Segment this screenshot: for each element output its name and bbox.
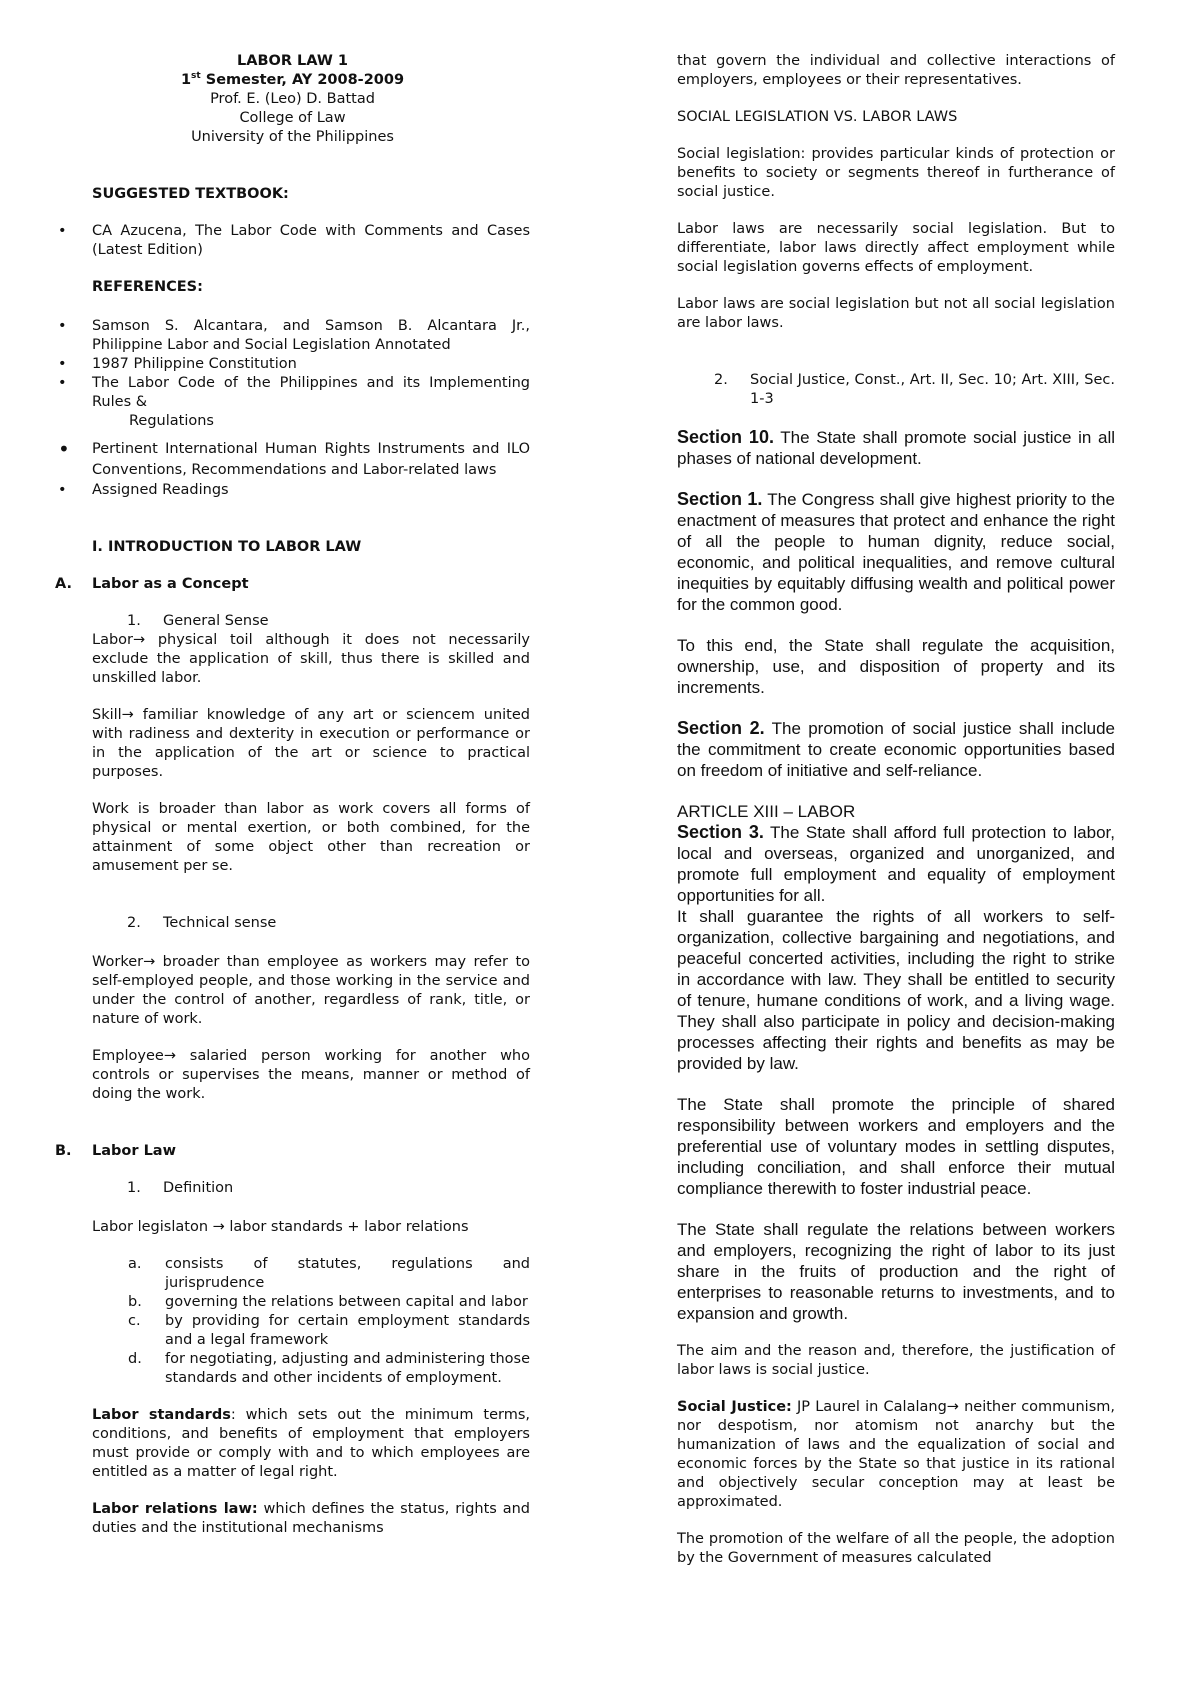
- term-text: : which sets out the minimum terms, conditions, and benefits of employment that employers must provide or comply with and to which employees are entitled as a matter of legal right.: [92, 1407, 530, 1480]
- section-1-paragraph: [677, 489, 1115, 615]
- subsection-title: Labor Law: [92, 1143, 176, 1159]
- legislation-list: [55, 1255, 530, 1388]
- subsection-heading-a: [55, 575, 530, 594]
- list-item: [55, 1350, 530, 1388]
- bullet-icon: •: [58, 318, 67, 334]
- left-column: [55, 52, 530, 1538]
- continuation-text: that govern the individual and collective interactions of employers, employees or their representatives.: [677, 53, 1115, 88]
- numbered-heading: [55, 1179, 530, 1198]
- numbered-heading: [55, 612, 530, 631]
- numbered-title: Technical sense: [163, 915, 277, 931]
- reference-item: The Labor Code of the Philippines and its Implementing Rules &: [92, 375, 530, 410]
- section-label: Section 1.: [677, 489, 763, 509]
- numbered-title: Social Justice, Const., Art. II, Sec. 10; Art. XIII, Sec. 1-3: [750, 372, 1115, 407]
- bullet-icon: •: [58, 356, 67, 372]
- reference-item: Assigned Readings: [92, 482, 229, 498]
- list-item: [55, 1312, 530, 1350]
- numbered-title: General Sense: [163, 613, 269, 629]
- labor-laws-paragraph: Labor laws are social legislation but not all social legislation are labor laws.: [677, 296, 1115, 331]
- textbook-item: CA Azucena, The Labor Code with Comments and Cases (Latest Edition): [92, 223, 530, 258]
- number-label: 2.: [714, 372, 728, 388]
- section-label: Section 3.: [677, 822, 764, 842]
- item-letter: a.: [128, 1256, 142, 1272]
- section-text: The promotion of social justice shall include the commitment to create economic opportunities based on freedom of initiative and self-reliance.: [677, 719, 1115, 780]
- term-text: which defines the status, rights and duties and the institutional mechanisms: [92, 1501, 530, 1536]
- section-3-paragraph: [677, 822, 1115, 906]
- section-label: Section 10.: [677, 427, 774, 447]
- semester-line: [55, 71, 530, 90]
- list-item: [55, 481, 530, 500]
- section-3-paragraph-3: The State shall promote the principle of shared responsibility between workers and employers and the preferential use of voluntary modes in settling disputes, including conciliation, and shall enforce their mutual compliance therewith to foster industrial peace.: [677, 1095, 1115, 1198]
- subsection-title: Labor as a Concept: [92, 576, 249, 592]
- textbook-list: [55, 222, 530, 260]
- course-title: LABOR LAW 1: [237, 53, 348, 69]
- worker-definition: Worker→ broader than employee as workers may refer to self-employed people, and those working in the service and under the control of another, regardless of rank, title, or nature of work.: [92, 954, 530, 1027]
- subsection-heading-b: [55, 1142, 530, 1161]
- numbered-title: Definition: [163, 1180, 234, 1196]
- semester-sup: st: [191, 71, 201, 82]
- labor-laws-paragraph: Labor laws are necessarily social legislation. But to differentiate, labor laws directly affect employment while social legislation governs effects of employment.: [677, 221, 1115, 275]
- list-item: [55, 355, 530, 374]
- reference-item: Samson S. Alcantara, and Samson B. Alcantara Jr., Philippine Labor and Social Legislation Annotated: [92, 318, 530, 353]
- college-name: College of Law: [239, 110, 346, 126]
- term-label: Labor standards: [92, 1407, 231, 1423]
- employee-definition: Employee→ salaried person working for another who controls or supervises the means, manner or method of doing the work.: [92, 1048, 530, 1102]
- bullet-icon: •: [58, 223, 67, 239]
- term-label: Social Justice:: [677, 1399, 792, 1415]
- reference-item-continued: Regulations: [129, 413, 214, 429]
- bullet-icon: •: [58, 375, 67, 391]
- section-3-paragraph-4: The State shall regulate the relations between workers and employers, recognizing the right of labor to its just share in the fruits of production and the right of enterprises to reasonable returns to investments, and to expansion and growth.: [677, 1220, 1115, 1323]
- section-text: The State shall promote social justice in all phases of national development.: [677, 428, 1115, 468]
- list-item: [55, 1293, 530, 1312]
- number-label: 1.: [127, 1180, 141, 1196]
- number-label: 2.: [127, 915, 141, 931]
- article-xiii-heading: ARTICLE XIII – LABOR: [677, 802, 856, 821]
- section-1-paragraph-2: To this end, the State shall regulate the acquisition, ownership, use, and disposition of property and its increments.: [677, 636, 1115, 697]
- item-letter: c.: [128, 1313, 141, 1329]
- list-item: [55, 374, 530, 431]
- bullet-icon: •: [58, 437, 70, 461]
- textbook-heading: SUGGESTED TEXTBOOK:: [92, 186, 289, 202]
- numbered-heading: [55, 914, 530, 933]
- section-label: Section 2.: [677, 718, 765, 738]
- professor-name: Prof. E. (Leo) D. Battad: [210, 91, 375, 107]
- references-list: [55, 317, 530, 500]
- social-justice-paragraph: [677, 1398, 1115, 1512]
- reference-item: Pertinent International Human Rights Instruments and ILO Conventions, Recommendations and Labor-related laws: [92, 441, 530, 478]
- list-item: [55, 439, 530, 481]
- section-2-paragraph: [677, 718, 1115, 781]
- section-3-paragraph-2: It shall guarantee the rights of all workers to self-organization, collective bargaining and negotiations, and peaceful concerted activities, including the right to strike in accordance with law. They shall be entitled to security of tenure, humane conditions of work, and a living wage. They shall also participate in policy and decision-making processes affecting their rights and benefits as may be provided by law.: [677, 907, 1115, 1073]
- term-text: JP Laurel in Calalang→ neither communism, nor despotism, nor atomism not anarchy but the humanization of laws and the equalization of social and economic forces by the State so that justice in its rational and objectively secular conception may at least be approximated.: [677, 1399, 1115, 1510]
- item-text: for negotiating, adjusting and administering those standards and other incidents of employment.: [165, 1351, 530, 1386]
- section-text: The State shall afford full protection to labor, local and overseas, organized and unorganized, and promote full employment and equality of employment opportunities for all.: [677, 823, 1115, 905]
- number-label: 1.: [127, 613, 141, 629]
- item-letter: b.: [128, 1294, 142, 1310]
- list-item: [55, 222, 530, 260]
- section-10-paragraph: [677, 427, 1115, 469]
- work-definition: Work is broader than labor as work covers all forms of physical or mental exertion, or both combined, for the attainment of some object other than recreation or amusement per se.: [92, 801, 530, 874]
- legislation-formula: Labor legislaton → labor standards + labor relations: [92, 1219, 469, 1235]
- item-text: consists of statutes, regulations and jurisprudence: [165, 1256, 530, 1291]
- term-label: Labor relations law:: [92, 1501, 258, 1517]
- promotion-paragraph: The promotion of the welfare of all the people, the adoption by the Government of measures calculated: [677, 1531, 1115, 1566]
- subsection-label: B.: [55, 1143, 72, 1159]
- list-item: [55, 317, 530, 355]
- university-name: University of the Philippines: [191, 129, 394, 145]
- social-legislation-definition: Social legislation: provides particular kinds of protection or benefits to society or segments thereof in furtherance of social justice.: [677, 146, 1115, 200]
- section-text: The Congress shall give highest priority to the enactment of measures that protect and enhance the right of all the people to human dignity, reduce social, economic, and political inequalities, and remove cultural inequities by equitably diffusing wealth and political power for the common good.: [677, 490, 1115, 614]
- aim-paragraph: The aim and the reason and, therefore, the justification of labor laws is social justice.: [677, 1343, 1115, 1378]
- section-heading-intro: I. INTRODUCTION TO LABOR LAW: [92, 539, 362, 555]
- list-item: [55, 1255, 530, 1293]
- bullet-icon: •: [58, 482, 67, 498]
- numbered-heading: [677, 371, 1115, 409]
- item-text: by providing for certain employment standards and a legal framework: [165, 1313, 530, 1348]
- social-legislation-heading: SOCIAL LEGISLATION VS. LABOR LAWS: [677, 109, 958, 125]
- semester-rest: Semester, AY 2008-2009: [200, 72, 405, 88]
- labor-relations-paragraph: [92, 1500, 530, 1538]
- right-column: [677, 52, 1115, 1568]
- item-letter: d.: [128, 1351, 142, 1367]
- skill-definition: Skill→ familiar knowledge of any art or sciencem united with radiness and dexterity in execution or performance or in the application of the art or science to practical purposes.: [92, 707, 530, 780]
- item-text: governing the relations between capital and labor: [165, 1294, 528, 1310]
- labor-definition: Labor→ physical toil although it does not necessarily exclude the application of skill, thus there is skilled and unskilled labor.: [92, 632, 530, 686]
- labor-standards-paragraph: [92, 1406, 530, 1482]
- subsection-label: A.: [55, 576, 72, 592]
- references-heading: REFERENCES:: [92, 279, 203, 295]
- document-header: [55, 52, 530, 147]
- semester-ordinal: 1: [180, 72, 192, 88]
- reference-item: 1987 Philippine Constitution: [92, 356, 297, 372]
